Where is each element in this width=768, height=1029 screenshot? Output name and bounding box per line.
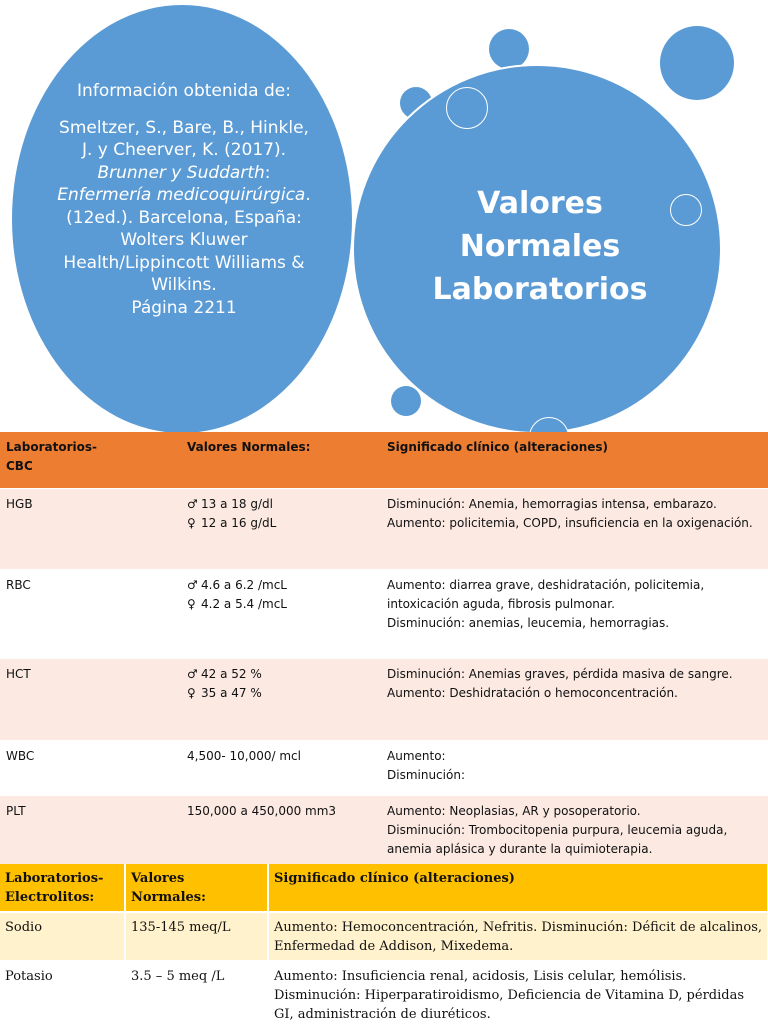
header-values: Valores Normales: xyxy=(125,864,268,912)
male-value: 4.6 a 6.2 /mcL xyxy=(201,577,287,592)
header-meaning: Significado clínico (alteraciones) xyxy=(381,432,768,488)
meaning-line: Aumento: xyxy=(387,748,446,763)
table-header-row xyxy=(0,864,768,912)
female-value: 12 a 16 g/dL xyxy=(201,515,277,530)
clinical-meaning xyxy=(381,488,768,569)
male-symbol-icon: ♂ xyxy=(187,496,198,511)
table-row xyxy=(0,658,768,740)
title-line: Laboratorios xyxy=(432,272,648,307)
source-title-a: Brunner y Suddarth xyxy=(97,162,265,183)
cbc-table xyxy=(0,432,768,866)
table-row xyxy=(0,740,768,795)
normal-values: 150,000 a 450,000 mm3 xyxy=(181,795,381,865)
header-lab: Laboratorios- CBC xyxy=(0,432,181,488)
source-colon: : xyxy=(264,162,271,183)
clinical-meaning: Aumento: Hemoconcentración, Nefritis. Disminución: Déficit de alcalinos, Enfermedad de Addison, Mixedema. xyxy=(268,912,768,961)
source-authors: Smeltzer, S., Bare, B., Hinkle, J. y Cheerver, K. (2017). xyxy=(59,117,309,160)
table-header-row xyxy=(0,432,768,488)
lab-name: WBC xyxy=(0,740,181,795)
clinical-meaning xyxy=(381,658,768,740)
decorative-bubble xyxy=(489,29,529,69)
lab-name: HGB xyxy=(0,488,181,569)
lab-name: PLT xyxy=(0,795,181,865)
female-symbol-icon: ♀ xyxy=(187,596,196,611)
electrolytes-table xyxy=(0,864,768,1029)
normal-values xyxy=(181,658,381,740)
meaning-line: Aumento: Neoplasias, AR y posoperatorio. xyxy=(387,803,641,818)
meaning-line: Disminución: anemias, leucemia, hemorragias. xyxy=(387,615,670,630)
header-lab: Laboratorios- Electrolitos: xyxy=(0,864,125,912)
meaning-line: Aumento: Deshidratación o hemoconcentración. xyxy=(387,685,678,700)
header-meaning: Significado clínico (alteraciones) xyxy=(268,864,768,912)
meaning-line: Disminución: Trombocitopenia purpura, leucemia aguda, anemia aplásica y durante la quimioterapia. xyxy=(387,822,728,856)
meaning-line: Disminución: Anemias graves, pérdida masiva de sangre. xyxy=(387,666,733,681)
source-citation xyxy=(55,80,313,319)
normal-values xyxy=(181,488,381,569)
male-value: 42 a 52 % xyxy=(201,666,262,681)
decorative-ring xyxy=(446,87,488,129)
female-value: 4.2 a 5.4 /mcL xyxy=(201,596,287,611)
lab-name: HCT xyxy=(0,658,181,740)
female-symbol-icon: ♀ xyxy=(187,515,196,530)
lab-name: Sodio xyxy=(0,912,125,961)
decorative-bubble xyxy=(391,386,421,416)
normal-values: 135-145 meq/L xyxy=(125,912,268,961)
normal-values: 3.5 – 5 meq /L xyxy=(125,961,268,1028)
header-values: Valores Normales: xyxy=(181,432,381,488)
clinical-meaning: Aumento: Insuficiencia renal, acidosis, Lisis celular, hemólisis. Disminución: Hiperparatiroidismo, Deficiencia de Vitamina D, pérdidas GI, administración de diuréticos. xyxy=(268,961,768,1028)
normal-values: 4,500- 10,000/ mcl xyxy=(181,740,381,795)
table-row xyxy=(0,488,768,569)
title-line: Normales xyxy=(459,229,621,264)
normal-values xyxy=(181,569,381,658)
lab-name: Potasio xyxy=(0,961,125,1028)
female-symbol-icon: ♀ xyxy=(187,685,196,700)
source-publisher: . (12ed.). Barcelona, España: Wolters Kluwer Health/Lippincott Williams & Wilkins. xyxy=(63,185,311,295)
source-page: Página 2211 xyxy=(131,297,237,318)
source-heading: Información obtenida de: xyxy=(77,81,291,101)
female-value: 35 a 47 % xyxy=(201,685,262,700)
male-value: 13 a 18 g/dl xyxy=(201,496,273,511)
meaning-line: Disminución: Anemia, hemorragias intensa, embarazo. xyxy=(387,496,717,511)
lab-name: RBC xyxy=(0,569,181,658)
decorative-bubble xyxy=(660,26,734,100)
meaning-line: Aumento: diarrea grave, deshidratación, policitemia, intoxicación aguda, fibrosis pulmonar. xyxy=(387,577,705,611)
male-symbol-icon: ♂ xyxy=(187,666,198,681)
table-row xyxy=(0,569,768,658)
clinical-meaning xyxy=(381,569,768,658)
meaning-line: Aumento: policitemia, COPD, insuficiencia en la oxigenación. xyxy=(387,515,753,530)
male-symbol-icon: ♂ xyxy=(187,577,198,592)
table-row xyxy=(0,961,768,1028)
page-title xyxy=(400,182,680,311)
source-title-b: Enfermería medicoquirúrgica xyxy=(57,185,306,205)
title-line: Valores xyxy=(477,186,603,221)
clinical-meaning xyxy=(381,795,768,865)
table-row xyxy=(0,912,768,961)
table-row xyxy=(0,795,768,865)
meaning-line: Disminución: xyxy=(387,767,465,782)
clinical-meaning xyxy=(381,740,768,795)
